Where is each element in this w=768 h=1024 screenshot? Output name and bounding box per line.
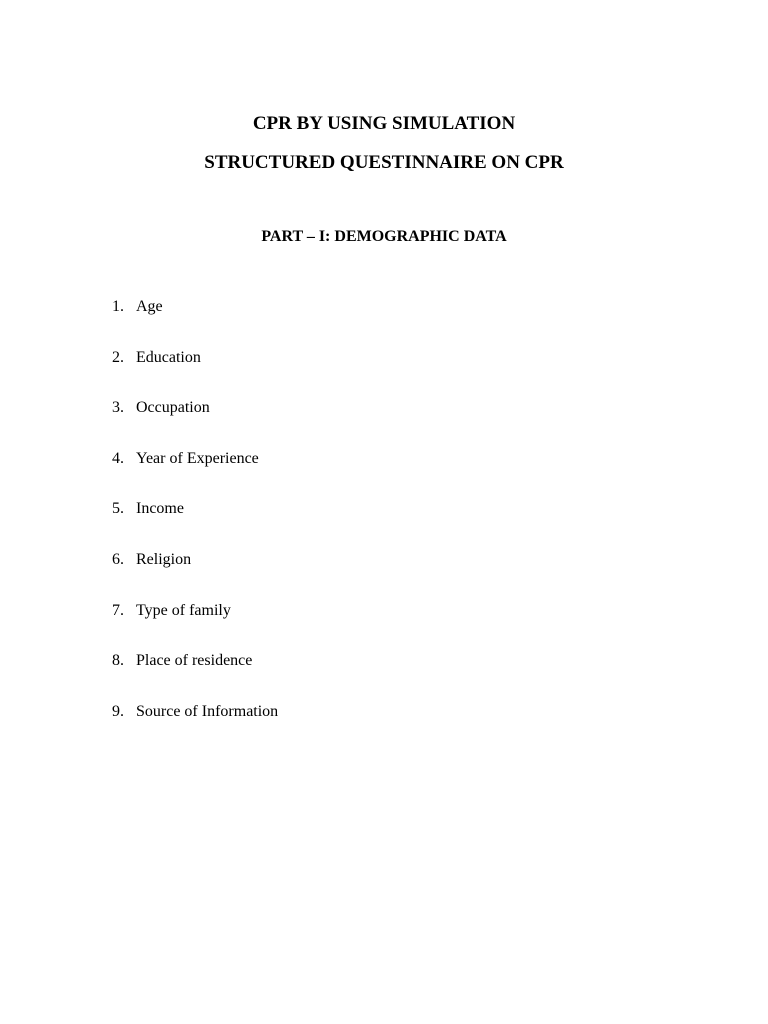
item-label: Year of Experience: [136, 449, 259, 467]
item-number: 5.: [112, 500, 124, 518]
document-subtitle: STRUCTURED QUESTINNAIRE ON CPR: [204, 152, 564, 173]
item-number: 8.: [112, 652, 124, 670]
item-number: 2.: [112, 348, 124, 366]
item-number: 3.: [112, 399, 124, 417]
item-label: Type of family: [136, 601, 231, 619]
item-number: 1.: [112, 298, 124, 315]
list-item: [112, 601, 278, 652]
item-label: Income: [136, 500, 184, 518]
document-title: CPR BY USING SIMULATION: [252, 113, 516, 134]
item-number: 7.: [112, 601, 124, 619]
item-label: Religion: [136, 550, 192, 568]
list-item: [112, 550, 278, 601]
item-label: Occupation: [136, 399, 210, 417]
list-item: [112, 499, 278, 550]
item-label: Education: [136, 348, 201, 366]
item-number: 9.: [112, 702, 124, 720]
item-label: Source of Information: [136, 702, 279, 720]
list-item: [112, 348, 278, 399]
list-item: [112, 651, 278, 702]
item-number: 4.: [112, 449, 124, 467]
item-label: Place of residence: [136, 652, 253, 670]
list-item: [112, 702, 278, 753]
section-heading: PART – I: DEMOGRAPHIC DATA: [261, 228, 507, 245]
demographic-items-list: [112, 297, 278, 752]
item-label: Age: [136, 298, 163, 315]
list-item: [112, 449, 278, 500]
list-item: [112, 297, 278, 348]
item-number: 6.: [112, 550, 124, 568]
list-item: [112, 398, 278, 449]
